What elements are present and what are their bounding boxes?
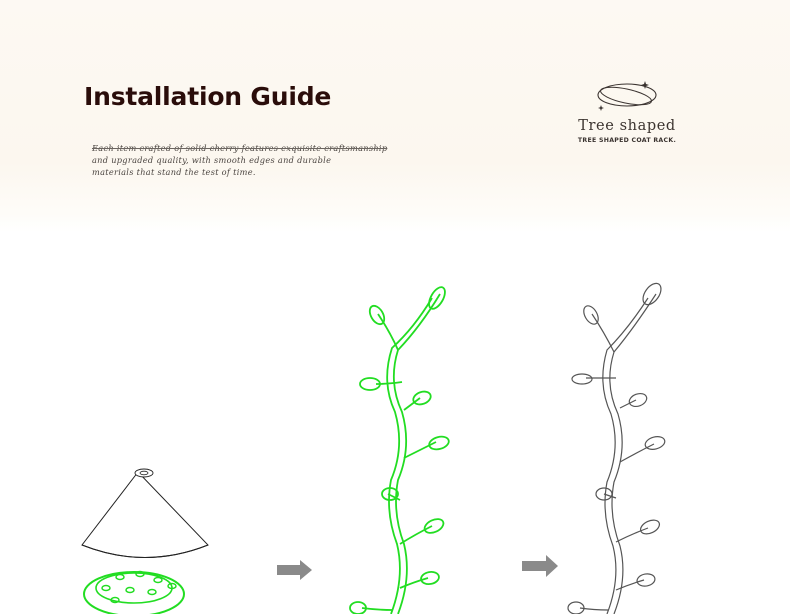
branch-green-icon (350, 285, 450, 614)
brand-subtitle: TREE SHAPED COAT RACK. (577, 137, 677, 144)
brand-name: Tree shaped (578, 118, 676, 134)
installation-steps (0, 232, 790, 614)
header-banner (0, 0, 790, 232)
arrow-right-icon (277, 560, 312, 580)
branch-outline-icon (568, 280, 666, 614)
brand-logo (570, 78, 684, 148)
arrow-right-icon (522, 555, 558, 577)
description (92, 142, 392, 178)
orbit-logo-icon (593, 78, 663, 114)
description-line-1: Each item crafted of solid cherry features exquisite craftsmanship (92, 143, 388, 153)
description-line-3: materials that stand the test of time. (92, 167, 256, 177)
page-title: Installation Guide (84, 82, 332, 111)
base-parts-icon (82, 469, 208, 614)
description-line-2: and upgraded quality, with smooth edges and durable (92, 155, 332, 165)
